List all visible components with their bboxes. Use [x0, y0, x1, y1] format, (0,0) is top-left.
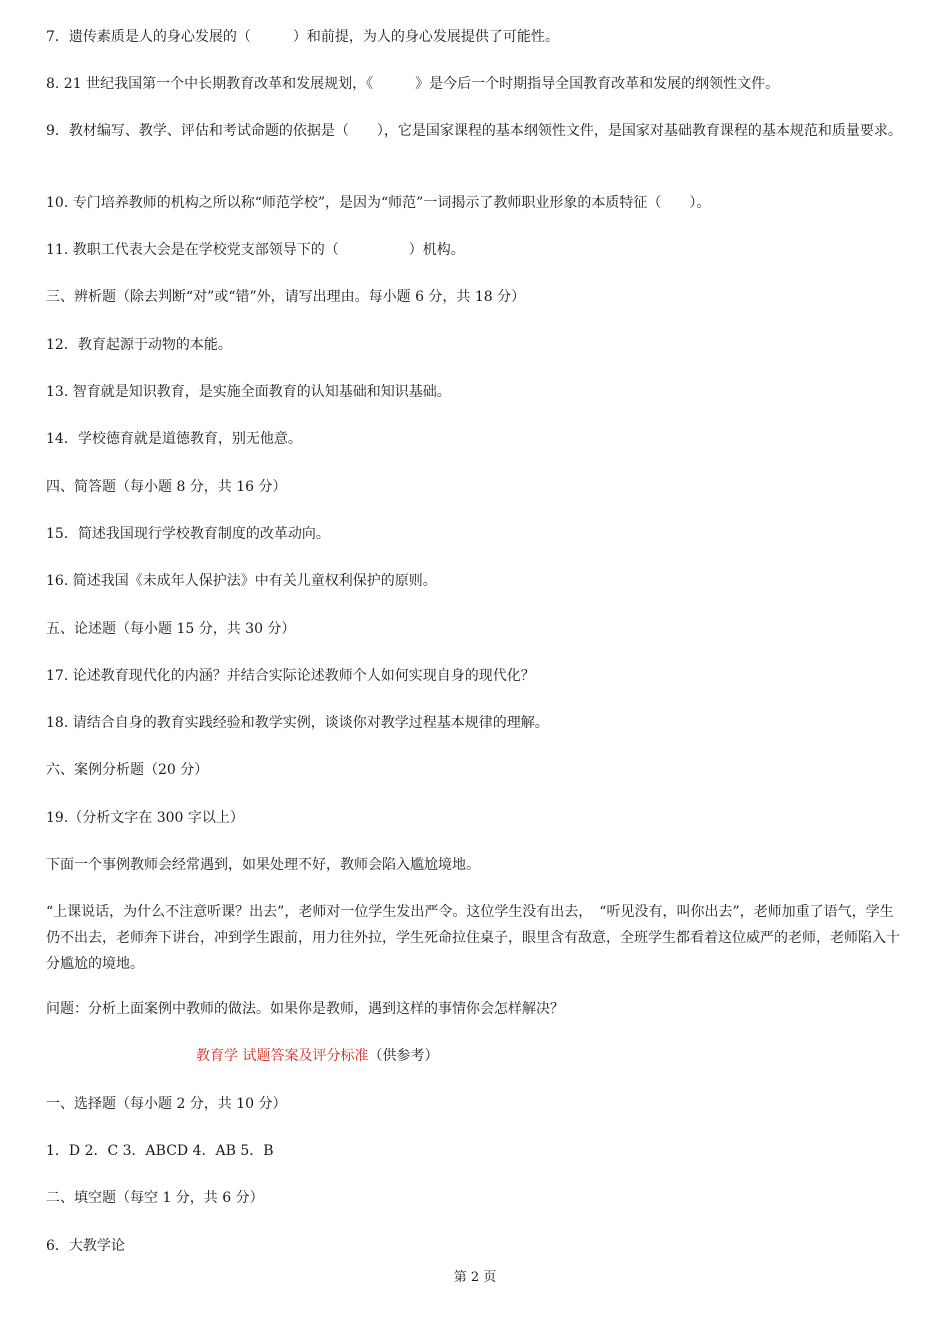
question-8: 8. 21 世纪我国第一个中长期教育改革和发展规划，《 》是今后一个时期指导全国教育改革和发展的纲领性文件。: [46, 76, 780, 92]
question-17: 17. 论述教育现代化的内涵？并结合实际论述教师个人如何实现自身的现代化？: [46, 668, 535, 684]
section-6-heading: 六、案例分析题（20 分）: [46, 762, 209, 778]
page-number: 第 2 页: [453, 1270, 497, 1285]
choice-answers: 1．D 2．C 3．ABCD 4．AB 5．B: [46, 1143, 274, 1159]
question-10: 10. 专门培养教师的机构之所以称“师范学校”，是因为“师范”一词揭示了教师职业形象的本质特征（ ）。: [46, 195, 711, 211]
case-body: “上课说话，为什么不注意听课？出去”，老师对一位学生发出严令。这位学生没有出去， “听见没有，叫你出去”，老师加重了语气，学生仍不出去，老师奔下讲台，冲到学生跟前，用力往外拉，学生死命拉住桌子，眼里含有敌意，全班学生都看着这位威严的老师，老师陷入十分尴尬的境地。: [46, 904, 900, 972]
question-15: 15．简述我国现行学校教育制度的改革动向。: [46, 526, 330, 542]
section-3-heading: 三、辨析题（除去判断“对”或“错”外，请写出理由。每小题 6 分，共 18 分）: [46, 289, 526, 305]
answer-section-1-heading: 一、选择题（每小题 2 分，共 10 分）: [46, 1096, 287, 1112]
question-18: 18. 请结合自身的教育实践经验和教学实例，谈谈你对教学过程基本规律的理解。: [46, 715, 549, 731]
section-4-heading: 四、简答题（每小题 8 分，共 16 分）: [46, 479, 287, 495]
answer-section-2-heading: 二、填空题（每空 1 分，共 6 分）: [46, 1190, 264, 1206]
case-intro: 下面一个事例教师会经常遇到，如果处理不好，教师会陷入尴尬境地。: [46, 857, 480, 873]
question-7: 7．遗传素质是人的身心发展的（ ）和前提，为人的身心发展提供了可能性。: [46, 29, 559, 45]
answer-key-title-main: 教育学 试题答案及评分标准: [196, 1048, 369, 1064]
question-9: 9．教材编写、教学、评估和考试命题的依据是（ ），它是国家课程的基本纲领性文件，是国家对基础教育课程的基本规范和质量要求。: [46, 123, 902, 139]
question-16: 16. 简述我国《未成年人保护法》中有关儿童权利保护的原则。: [46, 573, 437, 589]
answer-key-title-note: （供参考）: [368, 1048, 439, 1064]
section-5-heading: 五、论述题（每小题 15 分，共 30 分）: [46, 621, 296, 637]
question-13: 13. 智育就是知识教育，是实施全面教育的认知基础和知识基础。: [46, 384, 451, 400]
question-11: 11. 教职工代表大会是在学校党支部领导下的（ ）机构。: [46, 242, 465, 258]
case-question: 问题：分析上面案例中教师的做法。如果你是教师，遇到这样的事情你会怎样解决？: [46, 1001, 564, 1017]
answer-6: 6．大教学论: [46, 1238, 125, 1254]
question-19: 19.（分析文字在 300 字以上）: [46, 810, 244, 826]
question-12: 12．教育起源于动物的本能。: [46, 337, 232, 353]
answer-key-title: [196, 1043, 438, 1069]
question-14: 14．学校德育就是道德教育，别无他意。: [46, 431, 302, 447]
